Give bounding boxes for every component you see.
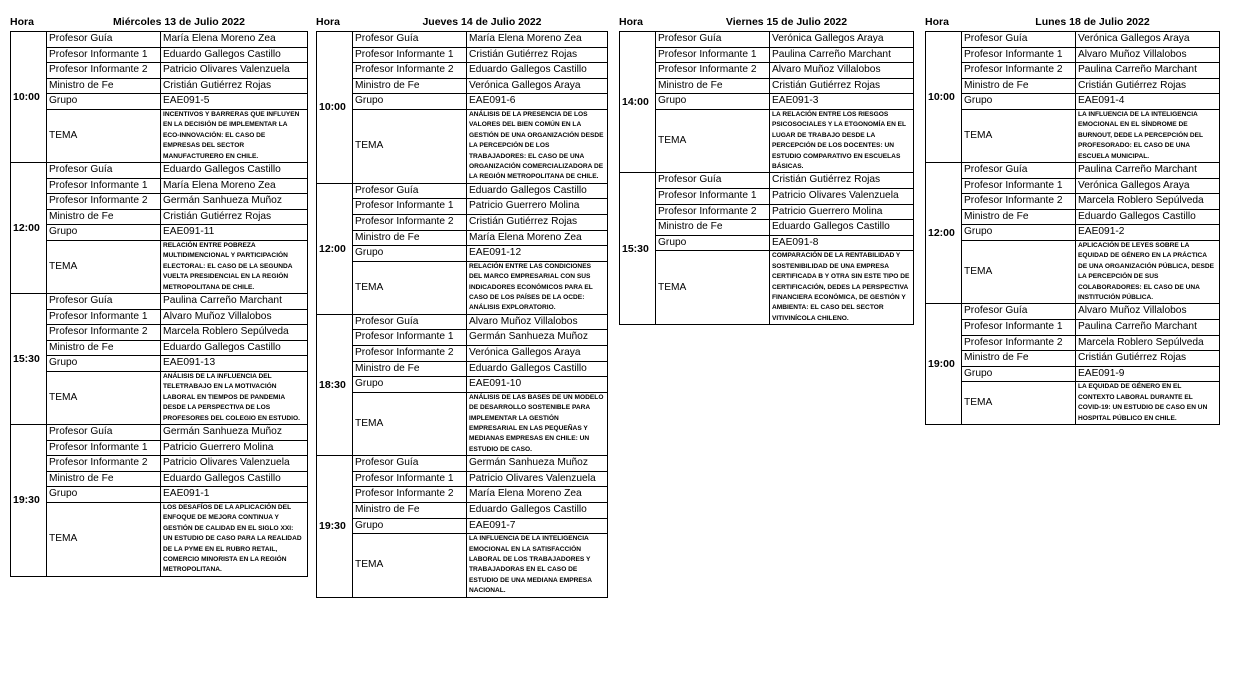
grupo-row [656, 94, 913, 110]
profesor-guia-value: Germán Sanhueza Muñoz [469, 457, 588, 469]
ministro-de-fe-value: Verónica Gallegos Araya [469, 79, 581, 91]
profesor-informante-1-value: María Elena Moreno Zea [163, 179, 276, 191]
date-header: Viernes 15 de Julio 2022 [725, 16, 848, 28]
profesor-informante-1-row [47, 179, 307, 195]
profesor-informante-1-row [353, 48, 607, 64]
profesor-guia-label: Profesor Guía [353, 456, 467, 471]
profesor-informante-1-label: Profesor Informante 1 [962, 320, 1076, 335]
ministro-de-fe-row [353, 362, 607, 378]
profesor-informante-1-label: Profesor Informante 1 [656, 48, 770, 63]
hora-header: Hora [925, 16, 949, 28]
profesor-informante-1-row [962, 48, 1219, 64]
grupo-row [656, 236, 913, 252]
profesor-informante-2-row [353, 63, 607, 79]
day-header [316, 14, 608, 31]
grupo-label: Grupo [47, 94, 161, 109]
profesor-informante-1-label: Profesor Informante 1 [656, 189, 770, 204]
profesor-informante-2-row [47, 194, 307, 210]
ministro-de-fe-row [47, 210, 307, 226]
ministro-de-fe-value: Cristián Gutiérrez Rojas [163, 210, 272, 222]
ministro-de-fe-label: Ministro de Fe [962, 79, 1076, 94]
tema-row [47, 110, 307, 162]
grupo-row [47, 356, 307, 372]
session-block [10, 294, 308, 425]
profesor-informante-2-label: Profesor Informante 2 [47, 63, 161, 78]
tema-row [47, 503, 307, 576]
profesor-guia-label: Profesor Guía [47, 425, 161, 440]
profesor-informante-2-value: Alvaro Muñoz Villalobos [772, 64, 881, 76]
profesor-informante-2-row [656, 205, 913, 221]
profesor-informante-2-row [47, 325, 307, 341]
profesor-guia-label: Profesor Guía [353, 32, 467, 47]
grupo-value: EAE091-12 [469, 247, 522, 259]
grupo-label: Grupo [962, 367, 1076, 382]
tema-value: RELACIÓN ENTRE POBREZA MULTIDIMENCIONAL Y PARTICIPACIÓN ELECTORAL: EL CASO DE LA SEGUNDA VUELTA PRESIDENCIAL EN LA REGIÓN METROPOLITANA DE CHILE. [163, 241, 293, 291]
ministro-de-fe-label: Ministro de Fe [656, 79, 770, 94]
profesor-informante-1-value: Patricio Guerrero Molina [469, 200, 580, 212]
session-block [10, 425, 308, 577]
tema-label: TEMA [47, 372, 161, 424]
day-header [10, 14, 308, 31]
profesor-guia-value: Paulina Carreño Marchant [1078, 164, 1197, 175]
grupo-row [47, 487, 307, 503]
date-header: Lunes 18 de Julio 2022 [1035, 16, 1150, 28]
profesor-informante-1-label: Profesor Informante 1 [47, 441, 161, 456]
profesor-informante-1-value: Patricio Olivares Valenzuela [469, 472, 596, 484]
ministro-de-fe-row [47, 472, 307, 488]
grupo-label: Grupo [47, 487, 161, 502]
day-column [925, 14, 1220, 425]
ministro-de-fe-row [656, 79, 913, 95]
hora-header: Hora [619, 16, 643, 28]
day-column [10, 14, 308, 577]
profesor-guia-row [47, 294, 307, 310]
tema-row [47, 372, 307, 424]
profesor-informante-1-row [656, 48, 913, 64]
ministro-de-fe-label: Ministro de Fe [47, 341, 161, 356]
profesor-informante-2-label: Profesor Informante 2 [47, 456, 161, 471]
profesor-informante-2-value: Paulina Carreño Marchant [1078, 64, 1197, 76]
day-header [925, 14, 1220, 31]
ministro-de-fe-label: Ministro de Fe [47, 472, 161, 487]
grupo-row [353, 246, 607, 262]
grupo-label: Grupo [656, 94, 770, 109]
tema-value: APLICACIÓN DE LEYES SOBRE LA EQUIDAD DE GÉNERO EN LA PRÁCTICA DE UNA ORGANIZACIÓN PÚBLICA, DESDE LA PERCEPCIÓN DE SUS COLABORADORES: EL CASO DE UNA INSTITUCIÓN PÚBLICA. [1078, 241, 1215, 301]
profesor-guia-value: María Elena Moreno Zea [163, 33, 276, 44]
session-time: 19:30 [11, 425, 47, 576]
grupo-label: Grupo [656, 236, 770, 251]
session-block [10, 31, 308, 163]
profesor-informante-2-value: Marcela Roblero Sepúlveda [163, 326, 289, 338]
profesor-guia-row [353, 184, 607, 200]
profesor-informante-2-label: Profesor Informante 2 [47, 325, 161, 340]
ministro-de-fe-value: Cristián Gutiérrez Rojas [772, 79, 881, 91]
ministro-de-fe-label: Ministro de Fe [962, 351, 1076, 366]
session-time: 18:30 [317, 315, 353, 455]
profesor-informante-2-label: Profesor Informante 2 [962, 63, 1076, 78]
profesor-guia-label: Profesor Guía [656, 173, 770, 188]
profesor-guia-row [47, 32, 307, 48]
profesor-guia-label: Profesor Guía [353, 184, 467, 199]
profesor-informante-1-value: Alvaro Muñoz Villalobos [163, 310, 272, 322]
day-column [619, 14, 914, 325]
date-header: Jueves 14 de Julio 2022 [422, 16, 542, 28]
session-time: 12:00 [11, 163, 47, 293]
profesor-guia-row [353, 315, 607, 331]
tema-row [962, 110, 1219, 162]
profesor-informante-1-label: Profesor Informante 1 [353, 330, 467, 345]
ministro-de-fe-row [656, 220, 913, 236]
profesor-informante-1-row [47, 48, 307, 64]
profesor-informante-1-value: Germán Sanhueza Muñoz [469, 331, 588, 343]
profesor-informante-2-row [962, 194, 1219, 210]
tema-value: RELACIÓN ENTRE LAS CONDICIONES DEL MARCO EMPRESARIAL CON SUS INDICADORES ECONÓMICOS PARA EL CASO DE LOS PAÍSES DE LA OCDE: ANÁLISIS EXPLORATORIO. [469, 262, 593, 312]
ministro-de-fe-row [962, 351, 1219, 367]
ministro-de-fe-value: Eduardo Gallegos Castillo [163, 341, 281, 353]
tema-row [353, 262, 607, 314]
profesor-informante-1-row [656, 189, 913, 205]
ministro-de-fe-label: Ministro de Fe [47, 210, 161, 225]
grupo-row [47, 225, 307, 241]
profesor-informante-2-row [962, 336, 1219, 352]
tema-row [353, 534, 607, 596]
ministro-de-fe-label: Ministro de Fe [353, 362, 467, 377]
profesor-informante-2-label: Profesor Informante 2 [962, 336, 1076, 351]
profesor-informante-1-value: Cristián Gutiérrez Rojas [469, 48, 578, 60]
ministro-de-fe-row [962, 210, 1219, 226]
ministro-de-fe-row [353, 503, 607, 519]
profesor-guia-row [962, 163, 1219, 179]
profesor-guia-row [353, 32, 607, 48]
tema-row [353, 110, 607, 183]
grupo-value: EAE091-3 [772, 95, 819, 107]
profesor-guia-value: Eduardo Gallegos Castillo [469, 184, 587, 196]
session-time: 10:00 [11, 32, 47, 162]
tema-row [962, 241, 1219, 303]
profesor-guia-value: Alvaro Muñoz Villalobos [1078, 305, 1187, 317]
profesor-guia-value: María Elena Moreno Zea [469, 33, 582, 44]
tema-label: TEMA [47, 110, 161, 162]
session-time: 15:30 [620, 173, 656, 324]
session-block [619, 31, 914, 173]
profesor-guia-label: Profesor Guía [962, 32, 1076, 47]
tema-label: TEMA [353, 393, 467, 455]
grupo-value: EAE091-7 [469, 519, 516, 531]
ministro-de-fe-value: Eduardo Gallegos Castillo [469, 504, 587, 515]
tema-value: LOS DESAFÍOS DE LA APLICACIÓN DEL ENFOQUE DE MEJORA CONTINUA Y GESTIÓN DE CALIDAD EN EL SIGLO XXI: UN ESTUDIO DE CASO PARA LA REALIDAD DE LA PYME EN EL RUBRO RETAIL, COMERCIO MINORISTA EN LA REGIÓN METROPOLITANA. [163, 503, 302, 574]
session-time: 12:00 [926, 163, 962, 303]
tema-value: ANÁLISIS DE LA INFLUENCIA DEL TELETRABAJO EN LA MOTIVACIÓN LABORAL EN TIEMPOS DE PANDEMIA DESDE LA PERSPECTIVA DE LOS PROFESORES DEL COLEGIO EN ESTUDIO. [163, 372, 300, 422]
profesor-informante-2-label: Profesor Informante 2 [656, 63, 770, 78]
profesor-informante-2-row [353, 487, 607, 503]
grupo-value: EAE091-6 [469, 95, 516, 107]
grupo-row [962, 225, 1219, 241]
tema-label: TEMA [962, 110, 1076, 162]
tema-value: LA INFLUENCIA DE LA INTELIGENCIA EMOCIONAL EN EL SÍNDROME DE BURNOUT, DEDE LA PERCEPCIÓN DEL PROFESORADO: EL CASO DE UNA ESCUELA MUNICIPAL. [1078, 110, 1203, 160]
ministro-de-fe-row [47, 341, 307, 357]
profesor-informante-2-value: Patricio Olivares Valenzuela [163, 64, 290, 76]
profesor-guia-value: Cristián Gutiérrez Rojas [772, 174, 881, 186]
grupo-value: EAE091-5 [163, 95, 210, 107]
day-column [316, 14, 608, 598]
tema-label: TEMA [656, 251, 770, 324]
grupo-value: EAE091-2 [1078, 226, 1125, 238]
profesor-informante-1-value: Paulina Carreño Marchant [1078, 321, 1197, 332]
profesor-informante-1-row [47, 310, 307, 326]
profesor-informante-1-row [353, 330, 607, 346]
profesor-informante-2-label: Profesor Informante 2 [47, 194, 161, 209]
tema-value: COMPARACIÓN DE LA RENTABILIDAD Y SOSTENIBILIDAD DE UNA EMPRESA CERTIFICADA B Y OTRA SIN ESTE TIPO DE CERTIFICACIÓN, DEDES LA PERSPECTIVA FINANCIERA ECONÓMICA, DE GESTIÓN Y AMBIENTA: EL CASO DEL SECTOR VITIVINÍCOLA CHILENO. [772, 252, 910, 322]
profesor-guia-value: Germán Sanhueza Muñoz [163, 426, 282, 437]
profesor-guia-row [656, 173, 913, 189]
session-time: 10:00 [926, 32, 962, 162]
profesor-informante-2-label: Profesor Informante 2 [353, 487, 467, 502]
profesor-informante-1-label: Profesor Informante 1 [353, 472, 467, 487]
ministro-de-fe-value: Eduardo Gallegos Castillo [772, 221, 890, 233]
grupo-row [353, 377, 607, 393]
profesor-informante-2-value: Patricio Guerrero Molina [772, 205, 883, 217]
profesor-informante-1-label: Profesor Informante 1 [353, 199, 467, 214]
tema-label: TEMA [962, 241, 1076, 303]
profesor-informante-1-value: Alvaro Muñoz Villalobos [1078, 48, 1187, 60]
tema-row [656, 110, 913, 172]
profesor-guia-value: Eduardo Gallegos Castillo [163, 164, 281, 175]
profesor-informante-2-value: Eduardo Gallegos Castillo [469, 64, 587, 76]
profesor-guia-value: Alvaro Muñoz Villalobos [469, 315, 578, 327]
grupo-label: Grupo [353, 377, 467, 392]
profesor-informante-1-value: Patricio Olivares Valenzuela [772, 190, 899, 201]
ministro-de-fe-row [353, 79, 607, 95]
session-block [316, 456, 608, 597]
ministro-de-fe-label: Ministro de Fe [353, 231, 467, 246]
grupo-value: EAE091-10 [469, 378, 522, 390]
session-block [316, 315, 608, 456]
profesor-informante-1-value: Verónica Gallegos Araya [1078, 179, 1190, 191]
profesor-guia-row [962, 304, 1219, 320]
profesor-informante-2-label: Profesor Informante 2 [962, 194, 1076, 209]
profesor-informante-2-row [353, 346, 607, 362]
session-time: 14:00 [620, 32, 656, 172]
tema-label: TEMA [47, 503, 161, 576]
session-time: 15:30 [11, 294, 47, 424]
session-time: 10:00 [317, 32, 353, 183]
ministro-de-fe-value: Eduardo Gallegos Castillo [163, 472, 281, 484]
profesor-informante-1-row [962, 179, 1219, 195]
hora-header: Hora [316, 16, 340, 28]
grupo-row [962, 94, 1219, 110]
profesor-guia-row [47, 163, 307, 179]
profesor-informante-1-row [962, 320, 1219, 336]
session-block [10, 163, 308, 294]
ministro-de-fe-label: Ministro de Fe [353, 503, 467, 518]
grupo-label: Grupo [962, 225, 1076, 240]
profesor-informante-1-label: Profesor Informante 1 [962, 179, 1076, 194]
profesor-guia-value: Verónica Gallegos Araya [772, 33, 884, 44]
tema-row [656, 251, 913, 324]
profesor-informante-2-row [962, 63, 1219, 79]
grupo-label: Grupo [47, 356, 161, 371]
grupo-value: EAE091-9 [1078, 367, 1125, 379]
profesor-guia-value: Paulina Carreño Marchant [163, 295, 282, 306]
profesor-informante-2-label: Profesor Informante 2 [353, 346, 467, 361]
ministro-de-fe-label: Ministro de Fe [962, 210, 1076, 225]
profesor-guia-row [47, 425, 307, 441]
grupo-value: EAE091-8 [772, 236, 819, 248]
ministro-de-fe-label: Ministro de Fe [353, 79, 467, 94]
grupo-row [47, 94, 307, 110]
grupo-value: EAE091-1 [163, 488, 210, 500]
ministro-de-fe-row [47, 79, 307, 95]
profesor-informante-1-label: Profesor Informante 1 [353, 48, 467, 63]
tema-value: ANÁLISIS DE LAS BASES DE UN MODELO DE DESARROLLO SOSTENIBLE PARA IMPLEMENTAR LA GESTIÓN EMPRESARIAL EN LAS PEQUEÑAS Y MEDIANAS EMPRESAS EN CHILE: UN ESTUDIO DE CASO. [469, 393, 604, 453]
profesor-guia-label: Profesor Guía [656, 32, 770, 47]
session-block [925, 304, 1220, 425]
profesor-informante-1-value: Eduardo Gallegos Castillo [163, 48, 281, 60]
tema-value: ANÁLISIS DE LA PRESENCIA DE LOS VALORES DEL BIEN COMÚN EN LA GESTIÓN DE UNA ORGANIZACIÓN DESDE LA PERCEPCIÓN DE LOS TRABAJADORES: EL CASO DE UNA ORGANIZACIÓN COMERCIALIZADORA DE LA REGIÓN METROPOLITANA DE CHILE. [469, 110, 604, 181]
grupo-row [962, 367, 1219, 383]
ministro-de-fe-value: Eduardo Gallegos Castillo [1078, 210, 1196, 222]
session-block [925, 163, 1220, 304]
grupo-value: EAE091-4 [1078, 95, 1125, 107]
profesor-informante-1-row [47, 441, 307, 457]
tema-label: TEMA [656, 110, 770, 172]
profesor-guia-label: Profesor Guía [962, 163, 1076, 178]
grupo-label: Grupo [353, 94, 467, 109]
tema-label: TEMA [962, 382, 1076, 424]
hora-header: Hora [10, 16, 34, 28]
tema-value: LA RELACIÓN ENTRE LOS RIESGOS PSICOSOCIALES Y LA ETGONOMÍA EN EL LUGAR DE TRABAJO DESDE LA PERCEPCIÓN DE LOS DOCENTES: UN ESTUDIO COMPARATIVO EN ESCUELAS BÁSICAS. [772, 110, 906, 170]
day-header [619, 14, 914, 31]
tema-label: TEMA [47, 241, 161, 293]
profesor-guia-label: Profesor Guía [353, 315, 467, 330]
profesor-informante-2-value: Marcela Roblero Sepúlveda [1078, 195, 1204, 207]
profesor-informante-2-row [47, 456, 307, 472]
tema-value: LA INFLUENCIA DE LA INTELIGENCIA EMOCIONAL EN LA SATISFACCIÓN LABORAL DE LOS TRABAJADORES Y TRABAJADORAS EN EL CASO DE ESTUDIO DE UNA MEDIANA EMPRESA NACIONAL. [469, 535, 592, 595]
profesor-guia-row [353, 456, 607, 472]
profesor-informante-1-label: Profesor Informante 1 [962, 48, 1076, 63]
grupo-row [353, 519, 607, 535]
ministro-de-fe-value: Cristián Gutiérrez Rojas [1078, 79, 1187, 91]
profesor-informante-2-row [353, 215, 607, 231]
profesor-guia-label: Profesor Guía [47, 163, 161, 178]
ministro-de-fe-value: María Elena Moreno Zea [469, 231, 582, 243]
tema-row [353, 393, 607, 455]
profesor-informante-2-label: Profesor Informante 2 [353, 63, 467, 78]
profesor-informante-2-label: Profesor Informante 2 [656, 205, 770, 220]
session-block [316, 31, 608, 184]
grupo-value: EAE091-13 [163, 357, 216, 369]
tema-label: TEMA [353, 534, 467, 596]
profesor-informante-2-value: Verónica Gallegos Araya [469, 347, 581, 358]
profesor-informante-1-value: Patricio Guerrero Molina [163, 441, 274, 453]
session-block [925, 31, 1220, 163]
grupo-label: Grupo [353, 519, 467, 534]
profesor-guia-label: Profesor Guía [47, 32, 161, 47]
ministro-de-fe-value: Eduardo Gallegos Castillo [469, 362, 587, 374]
profesor-informante-1-value: Paulina Carreño Marchant [772, 48, 891, 60]
session-block [619, 173, 914, 325]
session-block [316, 184, 608, 315]
profesor-guia-value: Verónica Gallegos Araya [1078, 33, 1190, 44]
ministro-de-fe-label: Ministro de Fe [47, 79, 161, 94]
session-time: 19:00 [926, 304, 962, 424]
ministro-de-fe-value: Cristián Gutiérrez Rojas [163, 79, 272, 91]
tema-value: INCENTIVOS Y BARRERAS QUE INFLUYEN EN LA DECISIÓN DE IMPLEMENTAR LA ECO-INNOVACIÓN: EL CASO DE EMPRESAS DEL SECTOR MANUFACTURERO EN CHILE. [163, 110, 300, 160]
profesor-guia-label: Profesor Guía [962, 304, 1076, 319]
profesor-informante-1-label: Profesor Informante 1 [47, 310, 161, 325]
profesor-informante-1-label: Profesor Informante 1 [47, 179, 161, 194]
profesor-informante-2-value: Germán Sanhueza Muñoz [163, 195, 282, 207]
grupo-label: Grupo [47, 225, 161, 240]
profesor-guia-label: Profesor Guía [47, 294, 161, 309]
grupo-value: EAE091-11 [163, 226, 215, 238]
profesor-guia-row [962, 32, 1219, 48]
tema-row [47, 241, 307, 293]
tema-label: TEMA [353, 262, 467, 314]
ministro-de-fe-row [353, 231, 607, 247]
profesor-informante-2-value: Marcela Roblero Sepúlveda [1078, 336, 1204, 348]
tema-value: LA EQUIDAD DE GÉNERO EN EL CONTEXTO LABORAL DURANTE EL COVID-19: UN ESTUDIO DE CASO EN UN HOSPITAL PÚBLICO EN CHILE. [1078, 383, 1208, 422]
tema-row [962, 382, 1219, 424]
profesor-informante-2-row [656, 63, 913, 79]
profesor-informante-1-row [353, 199, 607, 215]
profesor-guia-row [656, 32, 913, 48]
session-time: 19:30 [317, 456, 353, 596]
tema-label: TEMA [353, 110, 467, 183]
profesor-informante-2-value: Patricio Olivares Valenzuela [163, 457, 290, 469]
profesor-informante-1-label: Profesor Informante 1 [47, 48, 161, 63]
profesor-informante-2-label: Profesor Informante 2 [353, 215, 467, 230]
ministro-de-fe-label: Ministro de Fe [656, 220, 770, 235]
grupo-label: Grupo [353, 246, 467, 261]
profesor-informante-1-row [353, 472, 607, 488]
profesor-informante-2-value: María Elena Moreno Zea [469, 488, 582, 500]
ministro-de-fe-row [962, 79, 1219, 95]
grupo-row [353, 94, 607, 110]
profesor-informante-2-value: Cristián Gutiérrez Rojas [469, 216, 578, 227]
session-time: 12:00 [317, 184, 353, 314]
date-header: Miércoles 13 de Julio 2022 [113, 16, 245, 28]
grupo-label: Grupo [962, 94, 1076, 109]
ministro-de-fe-value: Cristián Gutiérrez Rojas [1078, 352, 1187, 364]
profesor-informante-2-row [47, 63, 307, 79]
